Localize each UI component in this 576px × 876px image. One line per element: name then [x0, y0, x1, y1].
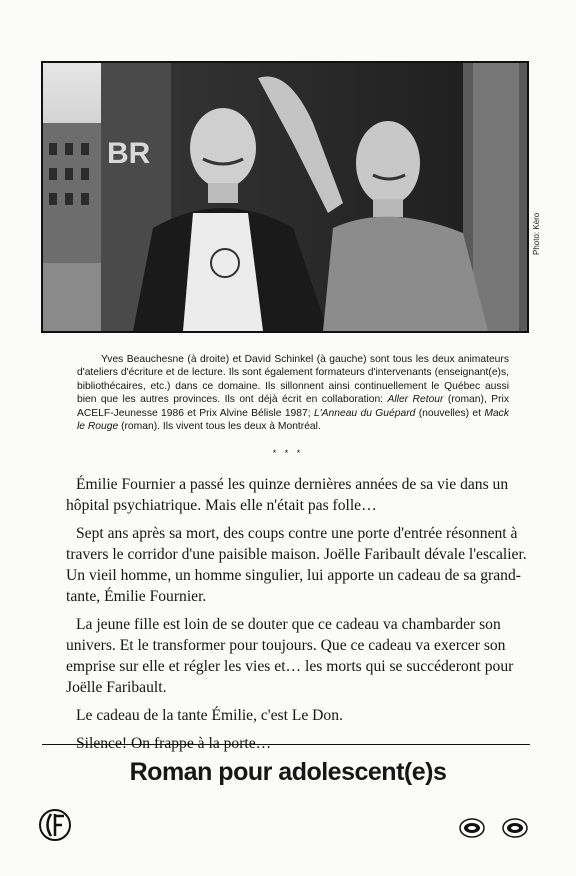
author-photo-image [43, 63, 527, 331]
work-title-mack-le-rouge: Mack le Rouge [77, 407, 509, 433]
author-photo [41, 61, 529, 333]
bio-text: Yves Beauchesne (à droite) et David Schinkel (à gauche) sont tous les deux animateurs d'ateliers d'écriture et de lecture. Ils sont également formateurs d'intervenants (enseignant(e)s, bibliothécaires, etc.) dans ce domaine. Ils sillonnent ainsi continuellement le Québec aussi bien que les autres provinces. Ils ont déjà écrit en collaboration: [77, 354, 509, 406]
synopsis-paragraph: Sept ans après sa mort, des coups contre une porte d'entrée résonnent à travers le corridor d'une paisible maison. Joëlle Faribault dévale l'escalier. Un vieil homme, un homme singulier, lui apporte un cadeau de sa grand-tante, Émilie Fournier. [66, 525, 527, 605]
photo-credit: Photo: Kèro [532, 212, 541, 255]
synopsis [66, 474, 532, 761]
divider-rule [42, 744, 530, 745]
wall-sign-text: BR [107, 137, 151, 170]
bio-closing: (roman). Ils vivent tous les deux à Montréal. [118, 421, 321, 433]
work-title-anneau-du-guepard: L'Anneau du Guépard [313, 407, 416, 419]
synopsis-paragraph: Le cadeau de la tante Émilie, c'est Le Don. [76, 707, 343, 724]
synopsis-paragraph: Émilie Fournier a passé les quinze dernières années de sa vie dans un hôpital psychiatrique. Mais elle n'était pas folle… [66, 476, 509, 514]
publisher-monogram-icon [38, 808, 72, 847]
audience-label: Roman pour adolescent(e)s [129, 758, 447, 786]
bio-work1-genre: (roman), Prix ACELF-Jeunesse 1986 et Prix Alvine Bélisle 1987; [77, 394, 509, 419]
author-bio [77, 353, 509, 433]
synopsis-paragraph: La jeune fille est loin de se douter que ce cadeau va chambarder son univers. Et le transformer pour toujours. Que ce cadeau va exercer son emprise sur elle et régler les vies et… les morts qui se succéderont pour Joëlle Faribault. [66, 616, 514, 696]
bio-work2-genre: (nouvelles) et [415, 407, 485, 419]
work-title-aller-retour: Aller Retour [387, 394, 444, 406]
award-seal-icon [459, 818, 485, 843]
section-separator: * * * [272, 448, 304, 458]
synopsis-paragraph: Silence! On frappe à la porte… [76, 735, 272, 752]
award-seal-icon [502, 818, 528, 843]
